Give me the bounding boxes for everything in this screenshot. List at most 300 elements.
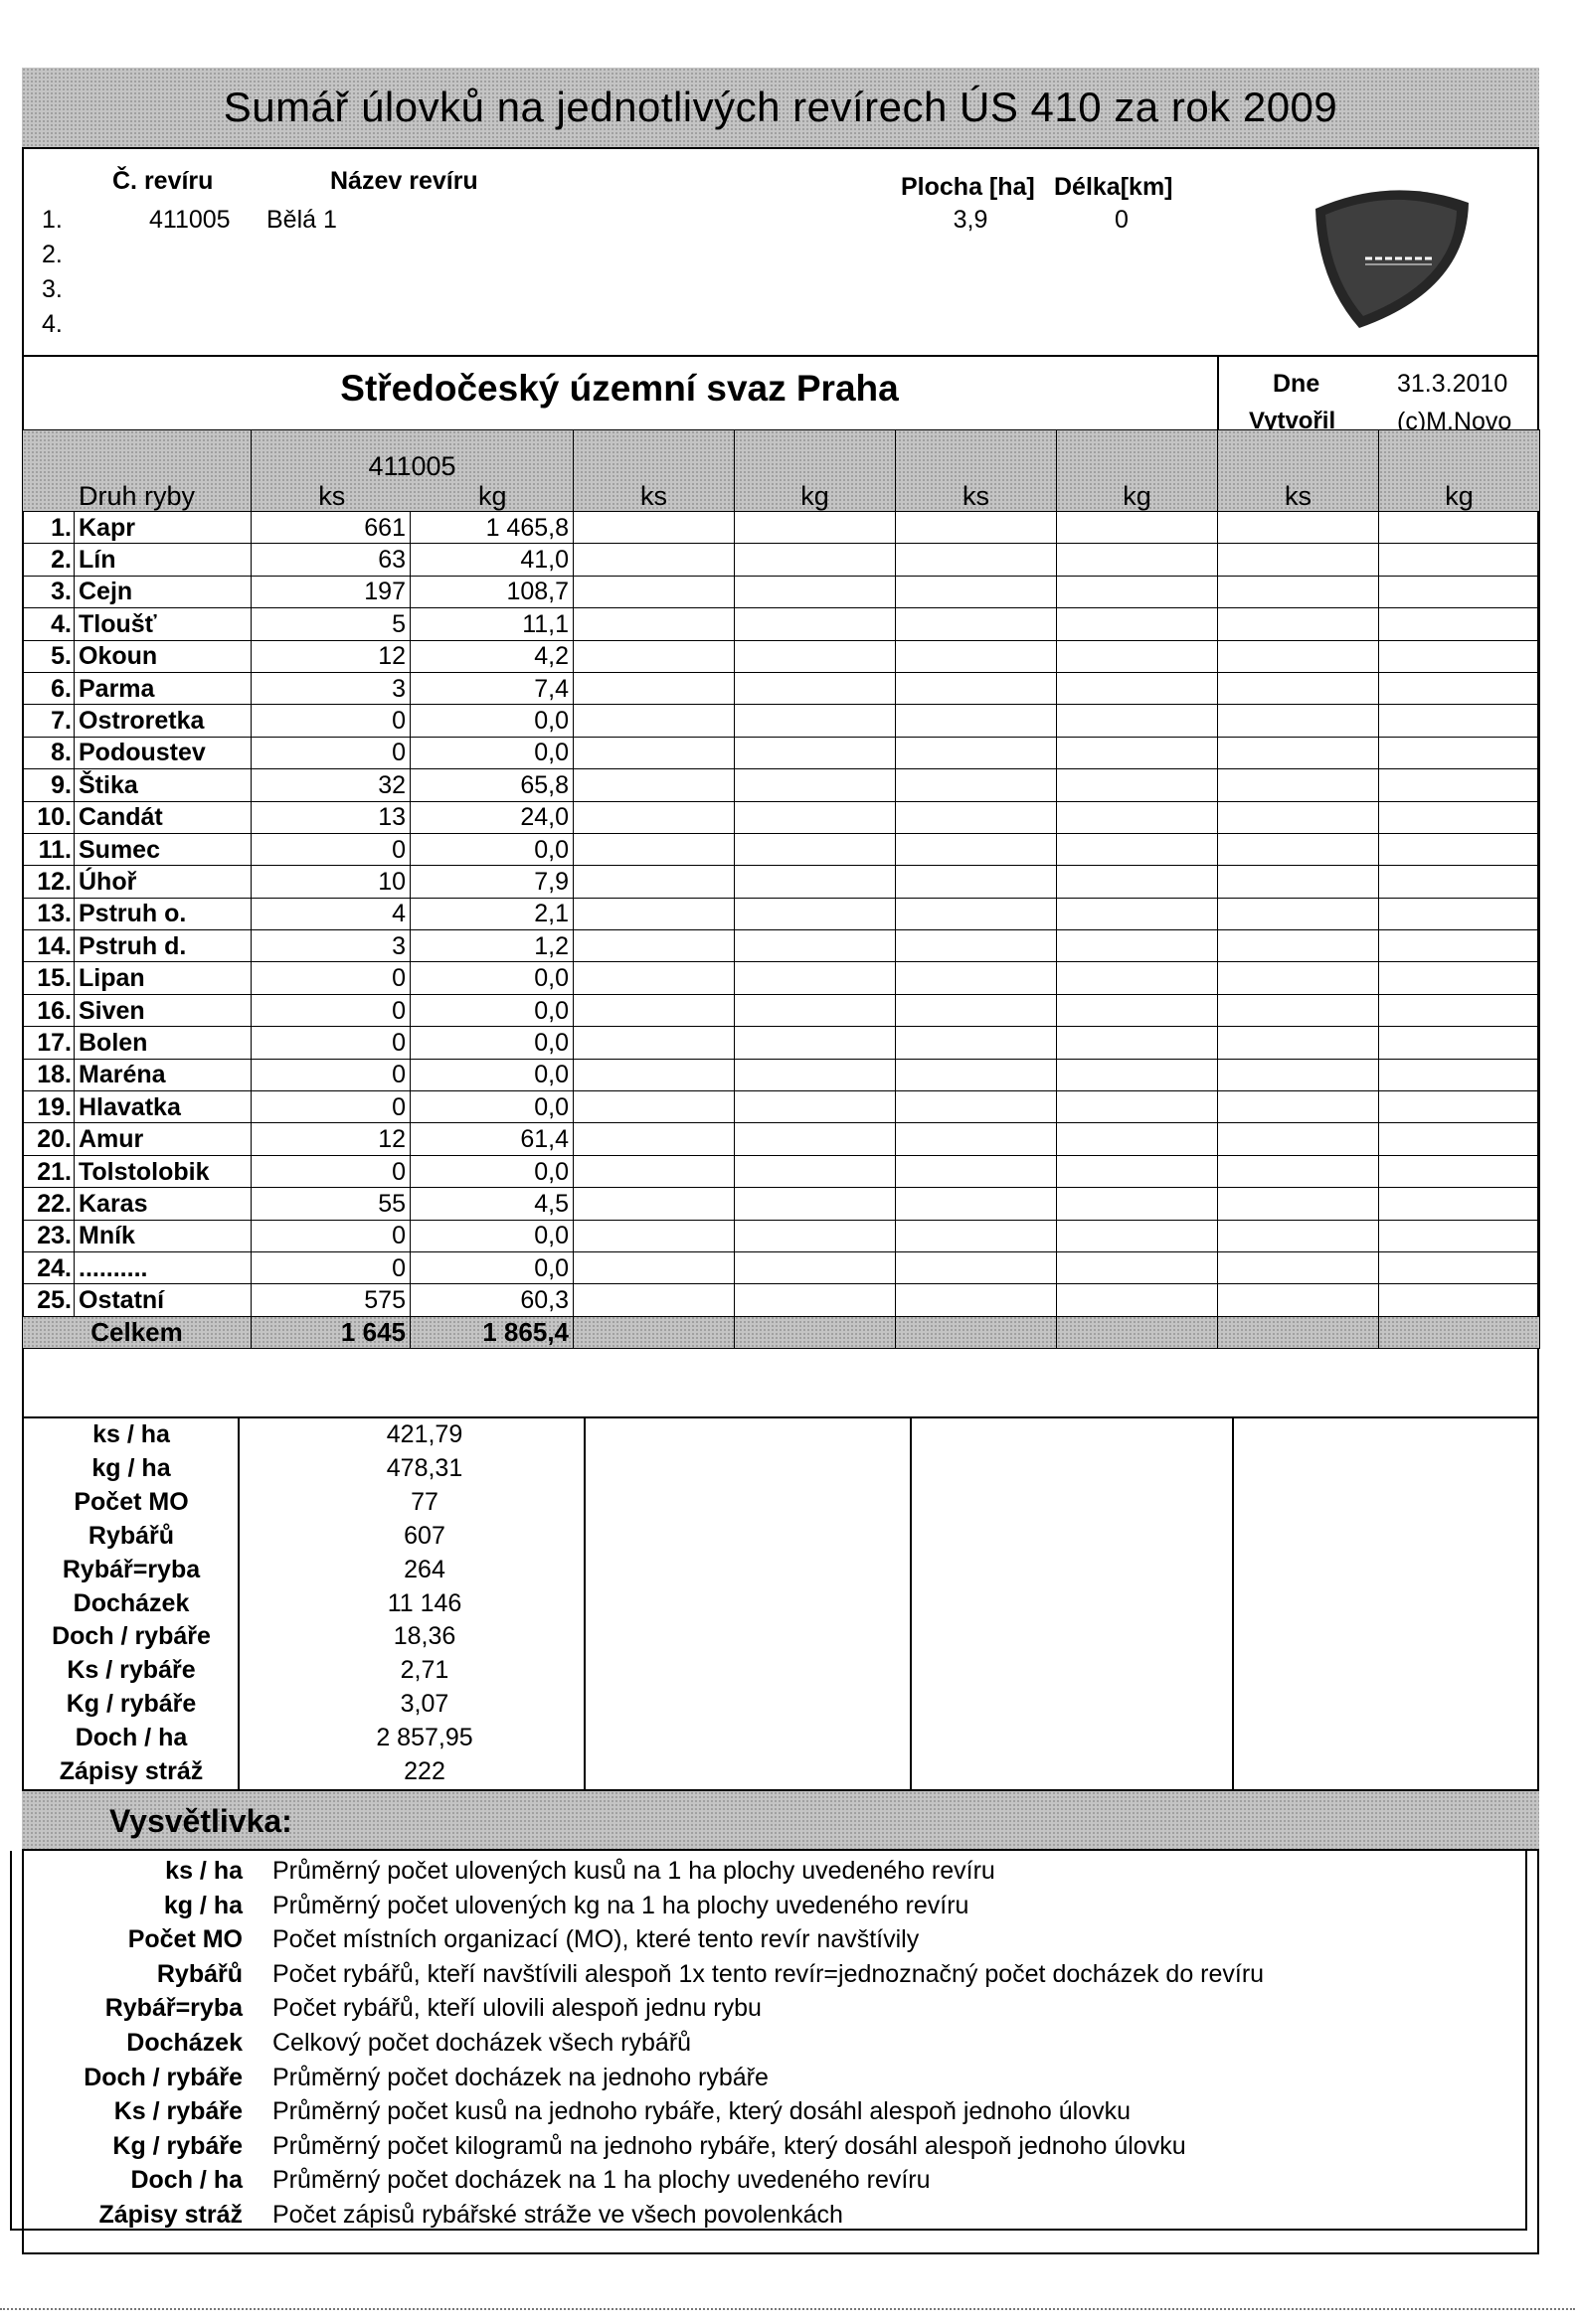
catch-ks: 3 bbox=[252, 672, 411, 704]
fish-number: 14. bbox=[23, 930, 75, 962]
empty-cell bbox=[1218, 544, 1379, 576]
ks-header: ks bbox=[318, 481, 346, 511]
fish-number: 17. bbox=[23, 1027, 75, 1059]
empty-cell bbox=[574, 544, 735, 576]
catch-ks: 0 bbox=[252, 737, 411, 768]
empty-cell bbox=[735, 1316, 896, 1348]
revir-plocha: 3,9 bbox=[953, 206, 988, 234]
empty-cell bbox=[735, 544, 896, 576]
catch-ks: 0 bbox=[252, 1155, 411, 1187]
empty-cell bbox=[1218, 866, 1379, 898]
empty-cell bbox=[574, 1188, 735, 1220]
empty-cell bbox=[1057, 512, 1218, 544]
empty-cell bbox=[1057, 962, 1218, 994]
table-row bbox=[23, 833, 1540, 865]
empty-cell bbox=[1379, 512, 1540, 544]
empty-cell bbox=[1379, 994, 1540, 1026]
empty-cell bbox=[735, 737, 896, 768]
catch-ks: 63 bbox=[252, 544, 411, 576]
empty-cell bbox=[1218, 962, 1379, 994]
empty-cell bbox=[896, 1284, 1057, 1316]
empty-cell bbox=[1218, 640, 1379, 672]
empty-cell bbox=[574, 1284, 735, 1316]
empty-cell bbox=[574, 512, 735, 544]
empty-cell bbox=[1379, 801, 1540, 833]
fish-number: 22. bbox=[23, 1188, 75, 1220]
empty-cell bbox=[1379, 1155, 1540, 1187]
catch-kg: 0,0 bbox=[411, 1027, 574, 1059]
stat-value: 3,07 bbox=[400, 1690, 449, 1719]
druh-ryby-header: Druh ryby bbox=[23, 430, 252, 512]
empty-cell bbox=[1379, 1220, 1540, 1251]
table-row bbox=[23, 962, 1540, 994]
table-row bbox=[23, 672, 1540, 704]
fish-number: 25. bbox=[23, 1284, 75, 1316]
table-row bbox=[23, 737, 1540, 768]
fish-name: .......... bbox=[75, 1251, 252, 1283]
fish-number: 12. bbox=[23, 866, 75, 898]
table-row bbox=[23, 898, 1540, 929]
empty-cell bbox=[735, 1220, 896, 1251]
empty-cell bbox=[1379, 962, 1540, 994]
col-delka: Délka[km] bbox=[1054, 173, 1173, 201]
total-label: Celkem bbox=[23, 1316, 252, 1348]
empty-cell bbox=[1379, 1284, 1540, 1316]
ks-header: ks bbox=[574, 430, 735, 512]
dne-label: Dne bbox=[1273, 370, 1320, 398]
empty-cell bbox=[896, 1316, 1057, 1348]
empty-cell bbox=[1218, 1188, 1379, 1220]
fish-number: 21. bbox=[23, 1155, 75, 1187]
empty-cell bbox=[735, 1091, 896, 1123]
empty-cell bbox=[1218, 898, 1379, 929]
empty-cell bbox=[735, 769, 896, 801]
legend-block bbox=[10, 1851, 1527, 2231]
catch-kg: 108,7 bbox=[411, 576, 574, 607]
empty-cell bbox=[574, 1123, 735, 1155]
legend-text: Průměrný počet ulovených kg na 1 ha plochy uvedeného revíru bbox=[272, 1891, 969, 1919]
empty-cell bbox=[896, 544, 1057, 576]
empty-cell bbox=[896, 930, 1057, 962]
fish-number: 19. bbox=[23, 1091, 75, 1123]
revir-nazev: Bělá 1 bbox=[266, 206, 337, 234]
table-row bbox=[23, 930, 1540, 962]
empty-cell bbox=[574, 801, 735, 833]
fish-number: 23. bbox=[23, 1220, 75, 1251]
empty-cell bbox=[896, 994, 1057, 1026]
stat-label: Docházek bbox=[73, 1588, 190, 1617]
empty-cell bbox=[735, 640, 896, 672]
fish-number: 8. bbox=[23, 737, 75, 768]
revir-index: 3. bbox=[42, 275, 63, 303]
legend-text: Počet místních organizací (MO), které tento revír navštívily bbox=[272, 1925, 920, 1954]
empty-cell bbox=[735, 930, 896, 962]
catch-kg: 11,1 bbox=[411, 608, 574, 640]
legend-header bbox=[22, 1789, 1539, 1851]
catch-kg: 7,4 bbox=[411, 672, 574, 704]
table-row bbox=[23, 705, 1540, 737]
stat-value: 421,79 bbox=[386, 1420, 463, 1448]
table-row bbox=[23, 544, 1540, 576]
empty-cell bbox=[574, 769, 735, 801]
empty-cell bbox=[735, 898, 896, 929]
empty-cell bbox=[896, 898, 1057, 929]
fish-name: Mník bbox=[75, 1220, 252, 1251]
fish-name: Tolstolobik bbox=[75, 1155, 252, 1187]
empty-cell bbox=[574, 672, 735, 704]
empty-cell bbox=[1218, 1251, 1379, 1283]
col-nazev-reviru: Název revíru bbox=[330, 167, 478, 195]
table-row bbox=[23, 1027, 1540, 1059]
legend-text: Počet rybářů, kteří navštívili alespoň 1x tento revír=jednoznačný počet docházek do revíru bbox=[272, 1959, 1265, 1988]
revir-index: 1. bbox=[42, 206, 63, 234]
stat-label: Doch / ha bbox=[75, 1724, 188, 1752]
catch-kg: 65,8 bbox=[411, 769, 574, 801]
empty-cell bbox=[574, 1251, 735, 1283]
empty-cell bbox=[1057, 1123, 1218, 1155]
empty-cell bbox=[1379, 1316, 1540, 1348]
empty-cell bbox=[1379, 769, 1540, 801]
empty-cell bbox=[1057, 930, 1218, 962]
empty-cell bbox=[1218, 1123, 1379, 1155]
empty-cell bbox=[1057, 1091, 1218, 1123]
fish-name: Bolen bbox=[75, 1027, 252, 1059]
empty-cell bbox=[1379, 576, 1540, 607]
table-row bbox=[23, 994, 1540, 1026]
catch-kg: 0,0 bbox=[411, 705, 574, 737]
empty-cell bbox=[896, 1091, 1057, 1123]
empty-cell bbox=[1057, 1284, 1218, 1316]
legend-text: Počet zápisů rybářské stráže ve všech povolenkách bbox=[272, 2201, 843, 2229]
fish-number: 24. bbox=[23, 1251, 75, 1283]
catch-ks: 10 bbox=[252, 866, 411, 898]
fish-name: Hlavatka bbox=[75, 1091, 252, 1123]
empty-cell bbox=[1057, 737, 1218, 768]
legend-label: Zápisy stráž bbox=[98, 2201, 243, 2229]
fish-number: 10. bbox=[23, 801, 75, 833]
fish-name: Karas bbox=[75, 1188, 252, 1220]
empty-cell bbox=[1057, 898, 1218, 929]
empty-cell bbox=[735, 866, 896, 898]
table-row bbox=[23, 512, 1540, 544]
empty-cell bbox=[1379, 672, 1540, 704]
empty-cell bbox=[896, 1027, 1057, 1059]
empty-cell bbox=[1057, 994, 1218, 1026]
empty-cell bbox=[1218, 1316, 1379, 1348]
table-row bbox=[23, 1091, 1540, 1123]
fish-number: 5. bbox=[23, 640, 75, 672]
empty-cell bbox=[735, 705, 896, 737]
catch-kg: 7,9 bbox=[411, 866, 574, 898]
empty-cell bbox=[896, 833, 1057, 865]
empty-cell bbox=[1218, 608, 1379, 640]
empty-cell bbox=[896, 1155, 1057, 1187]
empty-cell bbox=[1218, 769, 1379, 801]
empty-cell bbox=[1057, 1188, 1218, 1220]
empty-cell bbox=[1379, 737, 1540, 768]
catch-ks: 0 bbox=[252, 1091, 411, 1123]
catch-kg: 60,3 bbox=[411, 1284, 574, 1316]
total-ks: 1 645 bbox=[252, 1316, 411, 1348]
catch-kg: 1,2 bbox=[411, 930, 574, 962]
empty-cell bbox=[1057, 1027, 1218, 1059]
empty-cell bbox=[1057, 1059, 1218, 1090]
empty-cell bbox=[1379, 1059, 1540, 1090]
empty-cell bbox=[735, 672, 896, 704]
empty-cell bbox=[1057, 1251, 1218, 1283]
revir-1-header bbox=[252, 430, 574, 512]
legend-title: Vysvětlivka: bbox=[109, 1803, 292, 1839]
total-kg: 1 865,4 bbox=[411, 1316, 574, 1348]
empty-cell bbox=[1218, 512, 1379, 544]
table-row bbox=[23, 866, 1540, 898]
stat-label: kg / ha bbox=[91, 1453, 171, 1482]
empty-cell bbox=[896, 801, 1057, 833]
empty-cell bbox=[574, 1027, 735, 1059]
stat-value: 2,71 bbox=[400, 1656, 449, 1685]
empty-cell bbox=[1379, 608, 1540, 640]
fish-name: Okoun bbox=[75, 640, 252, 672]
empty-cell bbox=[574, 737, 735, 768]
empty-cell bbox=[1057, 866, 1218, 898]
empty-cell bbox=[1057, 705, 1218, 737]
fish-name: Úhoř bbox=[75, 866, 252, 898]
empty-cell bbox=[1379, 1123, 1540, 1155]
empty-cell bbox=[1218, 1091, 1379, 1123]
legend-label: Doch / rybáře bbox=[84, 2063, 243, 2091]
table-row bbox=[23, 1188, 1540, 1220]
catch-kg: 0,0 bbox=[411, 833, 574, 865]
empty-cell bbox=[1379, 1091, 1540, 1123]
catch-ks: 661 bbox=[252, 512, 411, 544]
catch-ks: 4 bbox=[252, 898, 411, 929]
empty-cell bbox=[574, 1059, 735, 1090]
empty-cell bbox=[735, 833, 896, 865]
total-row bbox=[23, 1316, 1540, 1348]
empty-cell bbox=[896, 576, 1057, 607]
empty-cell bbox=[1057, 801, 1218, 833]
fish-number: 9. bbox=[23, 769, 75, 801]
legend-text: Průměrný počet kilogramů na jednoho rybáře, který dosáhl alespoň jednoho úlovku bbox=[272, 2131, 1186, 2160]
empty-cell bbox=[574, 898, 735, 929]
legend-label: kg / ha bbox=[163, 1891, 243, 1919]
legend-text: Průměrný počet ulovených kusů na 1 ha plochy uvedeného revíru bbox=[272, 1857, 995, 1885]
fish-number: 15. bbox=[23, 962, 75, 994]
fish-name: Candát bbox=[75, 801, 252, 833]
stat-value: 2 857,95 bbox=[376, 1724, 473, 1752]
fish-number: 18. bbox=[23, 1059, 75, 1090]
catch-ks: 12 bbox=[252, 640, 411, 672]
table-header-row bbox=[23, 430, 1540, 512]
empty-cell bbox=[1218, 930, 1379, 962]
empty-cell bbox=[896, 737, 1057, 768]
fish-number: 13. bbox=[23, 898, 75, 929]
dne-value: 31.3.2010 bbox=[1397, 370, 1508, 398]
fish-name: Ostatní bbox=[75, 1284, 252, 1316]
legend-label: Docházek bbox=[126, 2029, 243, 2057]
table-row bbox=[23, 769, 1540, 801]
stat-value: 222 bbox=[404, 1757, 445, 1785]
fish-name: Lipan bbox=[75, 962, 252, 994]
fish-name: Pstruh o. bbox=[75, 898, 252, 929]
empty-cell bbox=[1379, 1188, 1540, 1220]
fish-name: Sumec bbox=[75, 833, 252, 865]
fish-name: Pstruh d. bbox=[75, 930, 252, 962]
empty-cell bbox=[735, 1155, 896, 1187]
empty-cell bbox=[1218, 994, 1379, 1026]
empty-cell bbox=[896, 866, 1057, 898]
empty-cell bbox=[1218, 576, 1379, 607]
empty-cell bbox=[574, 930, 735, 962]
empty-cell bbox=[735, 1027, 896, 1059]
stat-label: Zápisy stráž bbox=[59, 1757, 204, 1785]
legend-label: Kg / rybáře bbox=[112, 2131, 243, 2160]
legend-label: Počet MO bbox=[127, 1925, 243, 1954]
empty-cell bbox=[896, 1059, 1057, 1090]
catch-ks: 0 bbox=[252, 833, 411, 865]
empty-cell bbox=[735, 801, 896, 833]
catch-kg: 0,0 bbox=[411, 994, 574, 1026]
table-row bbox=[23, 608, 1540, 640]
empty-cell bbox=[574, 705, 735, 737]
catch-ks: 32 bbox=[252, 769, 411, 801]
revir-1-code: 411005 bbox=[368, 451, 456, 481]
empty-cell bbox=[1057, 608, 1218, 640]
legend-text: Průměrný počet docházek na jednoho rybáře bbox=[272, 2063, 769, 2091]
stat-label: Rybář=ryba bbox=[62, 1555, 201, 1583]
fish-number: 2. bbox=[23, 544, 75, 576]
catch-ks: 55 bbox=[252, 1188, 411, 1220]
catch-kg: 0,0 bbox=[411, 1220, 574, 1251]
empty-cell bbox=[896, 608, 1057, 640]
catch-kg: 4,2 bbox=[411, 640, 574, 672]
table-row bbox=[23, 1155, 1540, 1187]
empty-cell bbox=[735, 994, 896, 1026]
empty-cell bbox=[1379, 640, 1540, 672]
fish-name: Tloušť bbox=[75, 608, 252, 640]
legend-label: Rybář=ryba bbox=[104, 1994, 243, 2023]
empty-cell bbox=[1057, 672, 1218, 704]
kg-header: kg bbox=[1379, 430, 1540, 512]
fish-name: Kapr bbox=[75, 512, 252, 544]
col-plocha: Plocha [ha] bbox=[901, 173, 1035, 201]
empty-cell bbox=[1218, 1220, 1379, 1251]
stat-value: 607 bbox=[404, 1521, 445, 1550]
empty-cell bbox=[1379, 930, 1540, 962]
catch-kg: 0,0 bbox=[411, 1091, 574, 1123]
catch-ks: 13 bbox=[252, 801, 411, 833]
shield-logo bbox=[1308, 181, 1477, 335]
table-row bbox=[23, 1284, 1540, 1316]
stat-value: 11 146 bbox=[387, 1588, 462, 1617]
empty-cell bbox=[1379, 1251, 1540, 1283]
catch-ks: 5 bbox=[252, 608, 411, 640]
catch-ks: 0 bbox=[252, 705, 411, 737]
empty-cell bbox=[1057, 1316, 1218, 1348]
empty-cell bbox=[574, 640, 735, 672]
empty-cell bbox=[1218, 801, 1379, 833]
fish-name: Štika bbox=[75, 769, 252, 801]
empty-cell bbox=[574, 994, 735, 1026]
empty-cell bbox=[896, 512, 1057, 544]
stats-block bbox=[22, 1416, 1539, 1789]
kg-header: kg bbox=[735, 430, 896, 512]
stat-label: Ks / rybáře bbox=[67, 1656, 196, 1685]
empty-cell bbox=[735, 1123, 896, 1155]
catch-ks: 12 bbox=[252, 1123, 411, 1155]
table-row bbox=[23, 1123, 1540, 1155]
fish-name: Ostroretka bbox=[75, 705, 252, 737]
empty-cell bbox=[1379, 866, 1540, 898]
revir-cislo: 411005 bbox=[149, 206, 231, 234]
catch-ks: 0 bbox=[252, 994, 411, 1026]
fish-name: Cejn bbox=[75, 576, 252, 607]
legend-text: Průměrný počet kusů na jednoho rybáře, který dosáhl alespoň jednoho úlovku bbox=[272, 2097, 1132, 2126]
fish-number: 4. bbox=[23, 608, 75, 640]
legend-text: Počet rybářů, kteří ulovili alespoň jednu rybu bbox=[272, 1994, 762, 2023]
organization-name: Středočeský územní svaz Praha bbox=[340, 368, 899, 409]
empty-cell bbox=[574, 1316, 735, 1348]
catch-ks: 575 bbox=[252, 1284, 411, 1316]
revir-index: 2. bbox=[42, 241, 63, 268]
empty-cell bbox=[896, 769, 1057, 801]
empty-cell bbox=[1218, 833, 1379, 865]
catch-ks: 0 bbox=[252, 1251, 411, 1283]
legend-text: Průměrný počet docházek na 1 ha plochy uvedeného revíru bbox=[272, 2166, 931, 2195]
vytvoril-label: Vytvořil bbox=[1249, 408, 1336, 434]
empty-cell bbox=[896, 640, 1057, 672]
page-bottom-edge bbox=[0, 2308, 1575, 2310]
catch-kg: 0,0 bbox=[411, 1059, 574, 1090]
empty-cell bbox=[896, 1123, 1057, 1155]
empty-cell bbox=[1379, 1027, 1540, 1059]
ks-header: ks bbox=[1218, 430, 1379, 512]
catch-table bbox=[22, 429, 1540, 1349]
empty-cell bbox=[896, 1188, 1057, 1220]
legend-text: Celkový počet docházek všech rybářů bbox=[272, 2029, 692, 2057]
stat-label: Rybářů bbox=[88, 1521, 175, 1550]
empty-cell bbox=[735, 512, 896, 544]
empty-cell bbox=[1057, 640, 1218, 672]
table-row bbox=[23, 1220, 1540, 1251]
stat-value: 478,31 bbox=[386, 1453, 463, 1482]
catch-kg: 24,0 bbox=[411, 801, 574, 833]
empty-cell bbox=[574, 962, 735, 994]
table-row bbox=[23, 801, 1540, 833]
empty-cell bbox=[1218, 672, 1379, 704]
stat-label: Doch / rybáře bbox=[52, 1622, 211, 1651]
empty-cell bbox=[1057, 833, 1218, 865]
empty-cell bbox=[1057, 769, 1218, 801]
catch-kg: 1 465,8 bbox=[411, 512, 574, 544]
fish-number: 6. bbox=[23, 672, 75, 704]
fish-name: Maréna bbox=[75, 1059, 252, 1090]
catch-kg: 61,4 bbox=[411, 1123, 574, 1155]
empty-cell bbox=[1379, 705, 1540, 737]
empty-cell bbox=[574, 608, 735, 640]
empty-cell bbox=[896, 705, 1057, 737]
revir-delka: 0 bbox=[1115, 206, 1129, 234]
catch-kg: 41,0 bbox=[411, 544, 574, 576]
stat-label: Počet MO bbox=[74, 1487, 189, 1516]
catch-ks: 0 bbox=[252, 962, 411, 994]
empty-cell bbox=[1218, 705, 1379, 737]
table-row bbox=[23, 576, 1540, 607]
stat-value: 264 bbox=[404, 1555, 445, 1583]
empty-cell bbox=[574, 866, 735, 898]
fish-name: Siven bbox=[75, 994, 252, 1026]
catch-ks: 0 bbox=[252, 1059, 411, 1090]
